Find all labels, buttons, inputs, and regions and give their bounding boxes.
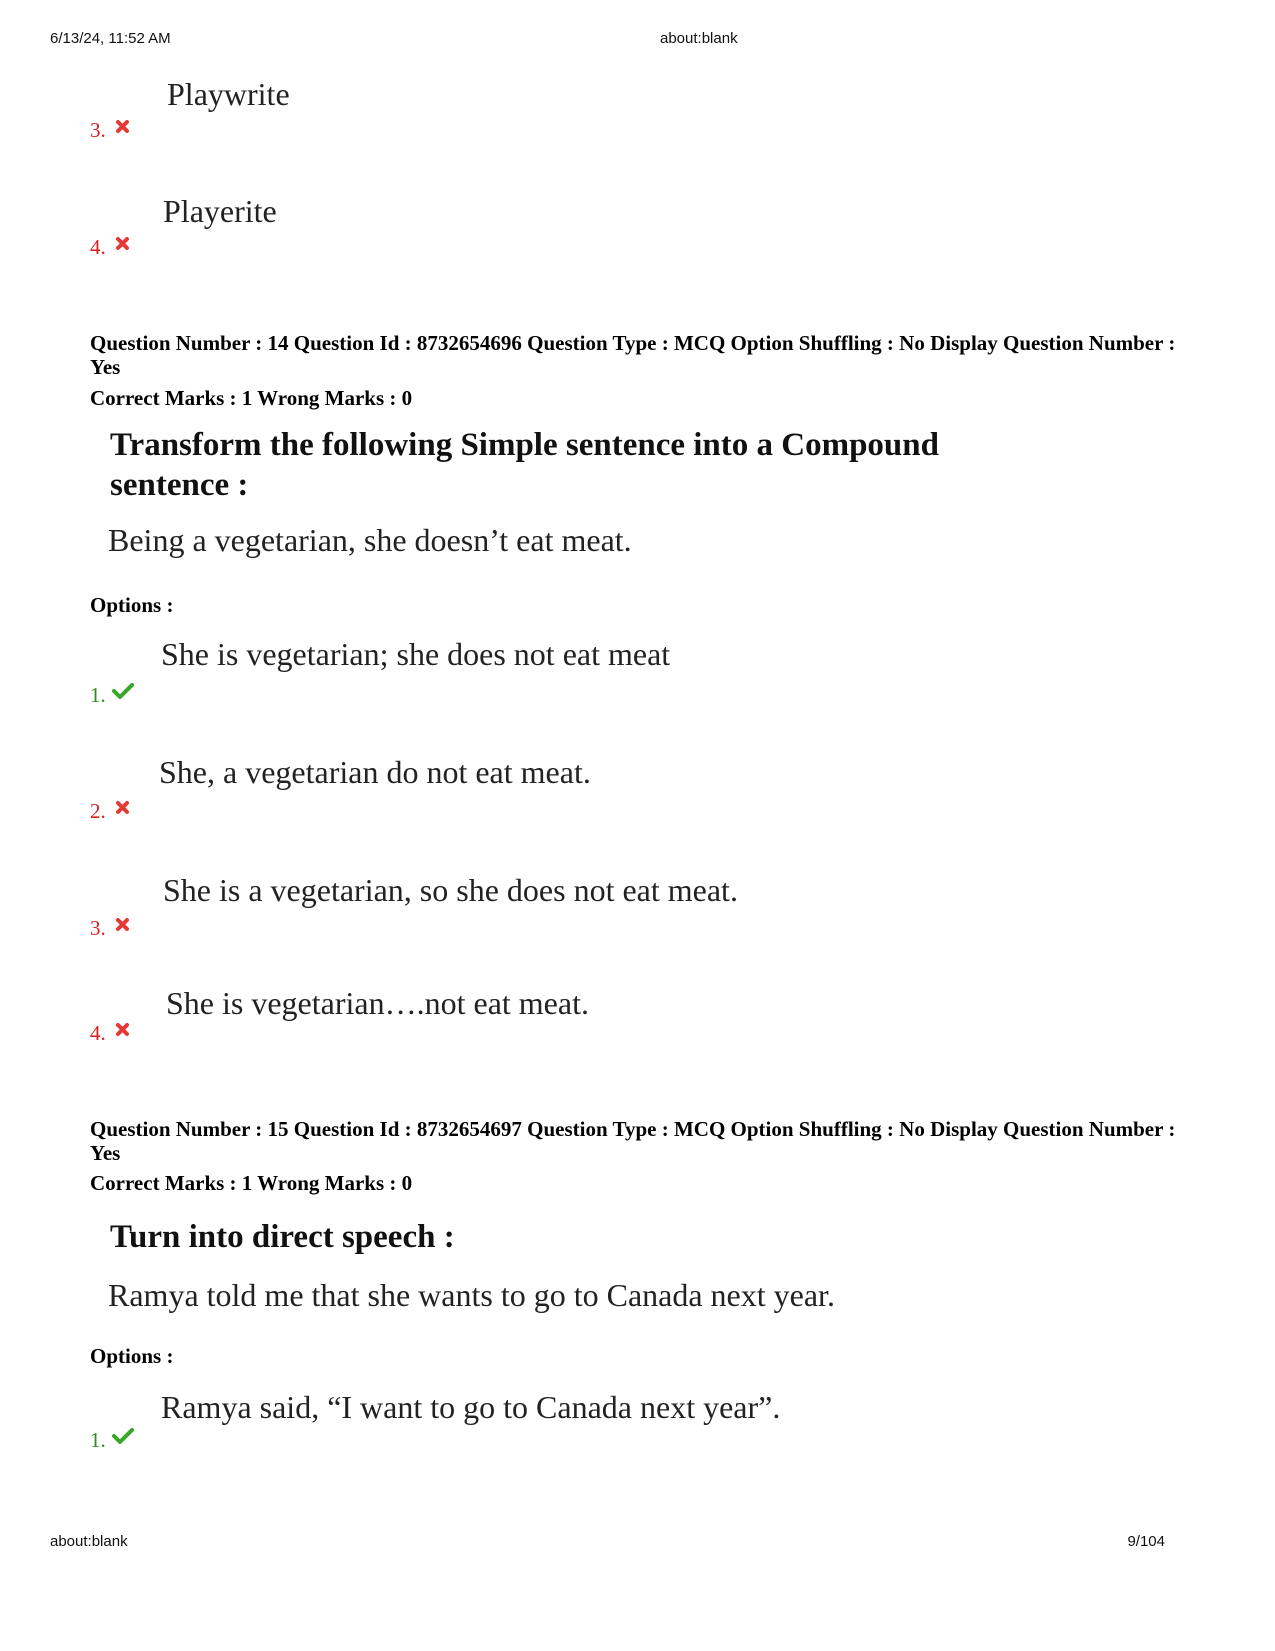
correct-mark-icon <box>112 1428 134 1444</box>
option-number: 1. <box>90 683 106 707</box>
wrong-mark-icon <box>115 917 130 932</box>
wrong-mark-icon <box>115 800 130 815</box>
question-title: Transform the following Simple sentence into a Compound sentence : <box>110 427 939 503</box>
print-page-title: about:blank <box>660 30 738 47</box>
option-text: Ramya said, “I want to go to Canada next year”. <box>161 1389 781 1425</box>
question-marks: Correct Marks : 1 Wrong Marks : 0 <box>90 1171 413 1195</box>
question-sentence: Ramya told me that she wants to go to Canada next year. <box>108 1277 835 1313</box>
option-number: 1. <box>90 1428 106 1452</box>
print-datetime: 6/13/24, 11:52 AM <box>50 30 171 47</box>
options-label: Options : <box>90 593 174 617</box>
wrong-mark-icon <box>115 1022 130 1037</box>
option-text: She, a vegetarian do not eat meat. <box>159 754 591 790</box>
question-marks: Correct Marks : 1 Wrong Marks : 0 <box>90 386 413 410</box>
options-label: Options : <box>90 1344 174 1368</box>
question-sentence: Being a vegetarian, she doesn’t eat meat. <box>108 522 632 558</box>
print-footer-url: about:blank <box>50 1533 128 1550</box>
option-text: She is a vegetarian, so she does not eat meat. <box>163 872 738 908</box>
page-number: 9/104 <box>1127 1533 1165 1550</box>
question-title: Turn into direct speech : <box>110 1219 455 1255</box>
option-number: 4. <box>90 1021 106 1045</box>
wrong-mark-icon <box>115 236 130 251</box>
option-text: Playerite <box>163 193 277 229</box>
option-number: 3. <box>90 118 106 142</box>
option-text: Playwrite <box>167 76 290 112</box>
question-meta: Question Number : 15 Question Id : 8732654697 Question Type : MCQ Option Shuffling : No Display Question Number : Yes <box>90 1117 1176 1165</box>
option-text: She is vegetarian; she does not eat meat <box>161 636 671 672</box>
question-meta: Question Number : 14 Question Id : 8732654696 Question Type : MCQ Option Shuffling : No Display Question Number : Yes <box>90 331 1176 379</box>
wrong-mark-icon <box>115 119 130 134</box>
option-text: She is vegetarian….not eat meat. <box>166 985 589 1021</box>
correct-mark-icon <box>112 683 134 699</box>
option-number: 4. <box>90 235 106 259</box>
option-number: 2. <box>90 799 106 823</box>
option-number: 3. <box>90 916 106 940</box>
